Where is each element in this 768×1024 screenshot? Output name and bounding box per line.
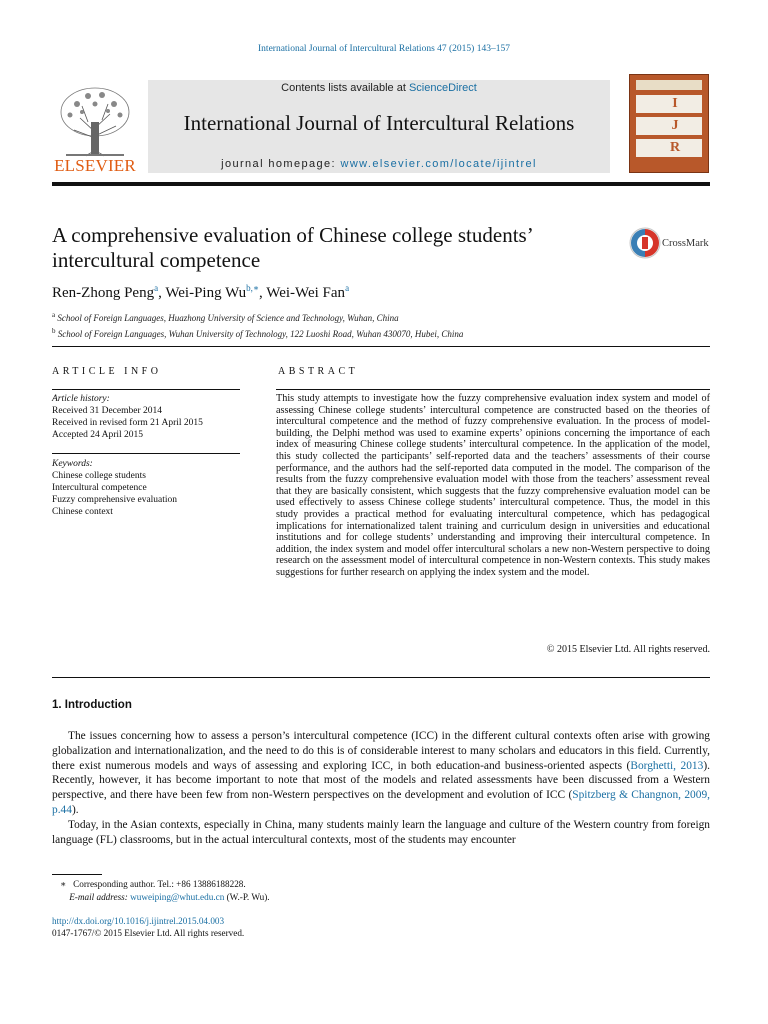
history-item: Received in revised form 21 April 2015 bbox=[52, 418, 203, 428]
journal-citation[interactable]: International Journal of Intercultural Relations 47 (2015) 143–157 bbox=[258, 44, 510, 54]
affiliation-mark: b bbox=[52, 326, 56, 335]
keyword-item: Chinese context bbox=[52, 507, 113, 517]
affiliation-text: School of Foreign Languages, Huazhong University of Science and Technology, Wuhan, China bbox=[57, 313, 399, 323]
citation-link[interactable]: Borghetti, 2013 bbox=[630, 759, 704, 772]
article-info-rule bbox=[52, 389, 240, 390]
email-suffix: (W.-P. Wu). bbox=[224, 891, 270, 902]
abstract-heading: ABSTRACT bbox=[278, 366, 359, 377]
email-label: E-mail address: bbox=[69, 891, 128, 902]
issn-line: 0147-1767/© 2015 Elsevier Ltd. All rights reserved. bbox=[52, 928, 245, 938]
affiliations bbox=[52, 309, 702, 340]
email-link[interactable]: wuweiping@whut.edu.cn bbox=[130, 891, 225, 902]
footnote-rule bbox=[52, 874, 102, 875]
paragraph-text: The issues concerning how to assess a person’s intercultural competence (ICC) in the different cultural contexts often arise with growing globalization and internationalization, and the need to do this is of considerable interest to many scholars and educators in this field. Currently, there exist numerous models and ways of assessing and exploring ICC, in both education-and business-oriented aspects ( bbox=[52, 730, 710, 772]
crossmark-label: CrossMark bbox=[662, 238, 709, 249]
author-affil-mark[interactable]: b,∗ bbox=[246, 283, 260, 293]
keywords-block bbox=[52, 458, 242, 518]
footnote-star: ∗ bbox=[60, 879, 67, 889]
cover-letter-r: R bbox=[669, 140, 681, 155]
journal-name: International Journal of Intercultural Relations bbox=[183, 111, 575, 135]
cover-letter-j: J bbox=[671, 118, 679, 133]
paragraph: Today, in the Asian contexts, especially in China, many students mainly learn the language and culture of the Western country from foreign language (FL) classrooms, but in the actual intercultural contexts, most of the students may encounter bbox=[52, 818, 710, 846]
cover-letter-i: I bbox=[672, 96, 678, 111]
affiliation-line bbox=[52, 309, 702, 325]
elsevier-wordmark: ELSEVIER bbox=[54, 156, 136, 175]
affiliation-line bbox=[52, 325, 702, 341]
footnote-email bbox=[60, 891, 700, 904]
author-name: Ren-Zhong Peng bbox=[52, 285, 155, 301]
contents-line bbox=[148, 82, 610, 94]
footnote bbox=[60, 878, 700, 903]
author-name: Wei-Wei Fan bbox=[266, 285, 346, 301]
introduction-body bbox=[52, 729, 710, 847]
history-item: Accepted 24 April 2015 bbox=[52, 430, 144, 440]
crossmark-badge[interactable] bbox=[628, 226, 714, 260]
header-rule bbox=[52, 182, 710, 186]
journal-cover-thumbnail[interactable] bbox=[629, 74, 709, 173]
abstract-rule bbox=[276, 389, 710, 390]
footnote-corresponding bbox=[60, 878, 700, 891]
keyword-item: Fuzzy comprehensive evaluation bbox=[52, 495, 178, 505]
abstract-text: This study attempts to investigate how the fuzzy comprehensive evaluation index system and model of assessing Chinese college students’ intercultural competence are constructed based on the theories of intercultural competence and the method of fuzzy comprehensive evaluation. In the process of model-building, the Delphi method was used to examine experts’ opinions concerning the importance of each index of measuring Chinese college students’ intercultural competence. In the application of the model, this study collected the participants’ self-reported data and the teachers’ assessments of their course performance, and the authors had the self-reported data computed in the model. The comparison of the results from the fuzzy comprehensive evaluation model with those from the teachers’ assessment reveal that they are basically consistent, which suggests that the fuzzy comprehensive evaluation model can be used effectively to assess Chinese college students’ intercultural competence. Thus, the model in this study provides a practical method for evaluating intercultural competence, which has pedagogical implications for internationalized talent training and curriculum design in universities and educational institutions and for college students’ understanding and improving their intercultural competence. In addition, the index system and model offer intercultural scholars a new non-Western perspective to doing research on the assessment model of intercultural competence in non-Western contexts. This study makes suggestions for further research on applying the index system and the model. bbox=[276, 393, 710, 578]
article-history bbox=[52, 393, 242, 441]
cover-title-strip bbox=[636, 80, 702, 90]
section-rule bbox=[52, 346, 710, 347]
body-rule bbox=[52, 677, 710, 678]
affiliation-mark: a bbox=[52, 311, 56, 319]
keywords-label: Keywords: bbox=[52, 459, 93, 469]
keyword-item: Chinese college students bbox=[52, 471, 146, 481]
abstract-copyright: © 2015 Elsevier Ltd. All rights reserved. bbox=[546, 644, 710, 655]
author-affil-mark[interactable]: a bbox=[154, 283, 159, 293]
affiliation-text: School of Foreign Languages, Wuhan University of Technology, 122 Luoshi Road, Wuhan 430070, Hubei, China bbox=[57, 328, 464, 339]
history-item: Received 31 December 2014 bbox=[52, 406, 162, 416]
homepage-link[interactable]: www.elsevier.com/locate/ijintrel bbox=[340, 158, 537, 170]
homepage-line bbox=[148, 158, 610, 170]
sciencedirect-link[interactable]: ScienceDirect bbox=[408, 82, 477, 94]
paragraph bbox=[52, 729, 710, 818]
author-affil-mark[interactable]: a bbox=[345, 283, 350, 293]
article-info-heading: ARTICLE INFO bbox=[52, 366, 162, 377]
homepage-prefix: journal homepage: bbox=[221, 158, 341, 170]
article-title: A comprehensive evaluation of Chinese college students’ intercultural competence bbox=[52, 223, 533, 272]
history-label: Article history: bbox=[52, 394, 110, 404]
contents-prefix: Contents lists available at bbox=[281, 82, 409, 94]
footnote-text: Corresponding author. Tel.: +86 13886188228. bbox=[73, 879, 246, 889]
doi-link[interactable]: http://dx.doi.org/10.1016/j.ijintrel.2015.04.003 bbox=[52, 916, 225, 926]
author-name: Wei-Ping Wu bbox=[165, 285, 247, 301]
keywords-rule bbox=[52, 453, 240, 454]
citation-link[interactable]: Spitzberg & Changnon, 2009, p.44 bbox=[52, 789, 710, 816]
section-heading-introduction: 1. Introduction bbox=[52, 699, 132, 711]
keyword-item: Intercultural competence bbox=[52, 483, 147, 493]
author-list: Ren-Zhong Peng$^a$, Wei-Ping $Wu^{b,∗}$, Wei-Wei Fan$^a$ bbox=[52, 283, 350, 301]
paragraph-text: ). Recently, however, it has become important to note that most of the models and related assessments have been discussed from a Western perspective, and there have been few from non-Western perspectives on the development and evolution of ICC ( bbox=[52, 759, 710, 802]
paragraph-text: ). bbox=[71, 803, 79, 816]
